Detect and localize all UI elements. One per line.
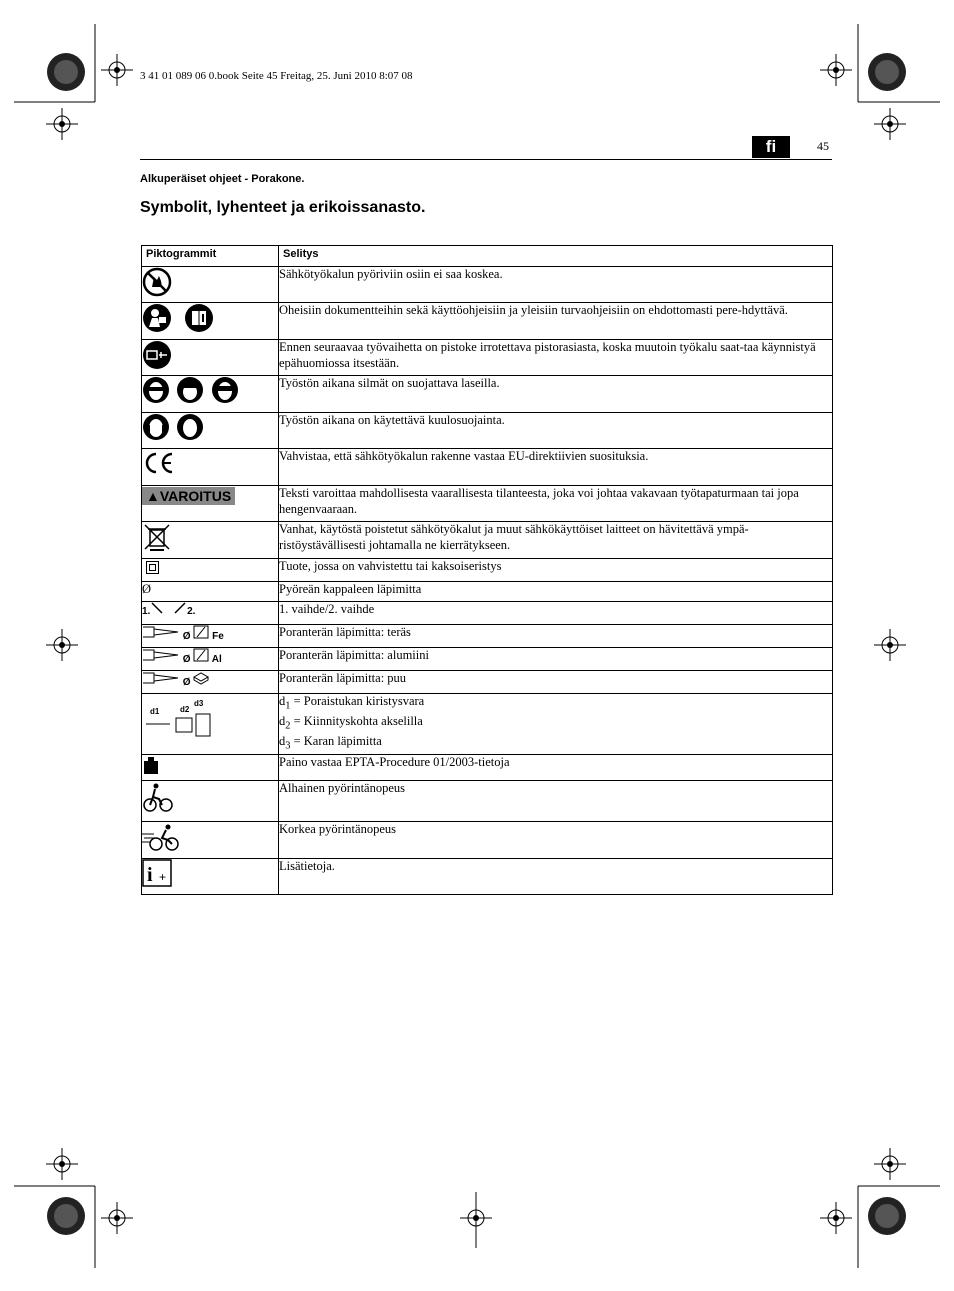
pictogram-cell xyxy=(142,859,279,895)
table-row xyxy=(142,602,833,625)
explanation-cell: Poranterän läpimitta: teräs xyxy=(279,625,833,648)
column-header-pictograms: Piktogrammit xyxy=(142,246,279,267)
goggles-icon xyxy=(211,376,239,404)
gear-1-label: 1. xyxy=(142,606,151,617)
drill-bit-icon xyxy=(142,648,180,662)
table-row xyxy=(142,859,833,895)
table-row xyxy=(142,413,833,449)
pictogram-cell xyxy=(142,648,279,671)
unplug-icon xyxy=(142,340,172,370)
column-header-explanation: Selitys xyxy=(279,246,833,267)
pictogram-cell xyxy=(142,376,279,413)
gear-2-label: 2. xyxy=(187,606,196,617)
svg-text:i: i xyxy=(147,864,153,886)
explanation-cell: 1. vaihde/2. vaihde xyxy=(279,602,833,625)
d1-definition: $d_1$ = Poraistukan kiristysvara xyxy=(279,694,425,712)
explanation-cell: Ennen seuraavaa työvaihetta on pistoke irrotettava pistorasiasta, koska muutoin työkalu saat-taa käynnistyä epähuomiossa itsestään. xyxy=(279,340,833,376)
pictogram-cell xyxy=(142,694,279,755)
double-insulation-icon xyxy=(146,561,159,574)
header-rule xyxy=(140,159,832,160)
d2-definition: $d_2$ = Kiinnityskohta akselilla xyxy=(279,714,423,732)
explanation-cell: Paino vastaa EPTA-Procedure 01/2003-tietoja xyxy=(279,755,833,781)
pictogram-cell xyxy=(142,671,279,694)
explanation-cell: Lisätietoja. xyxy=(279,859,833,895)
explanation-cell: Alhainen pyörintänopeus xyxy=(279,781,833,822)
drill-bit-icon xyxy=(142,625,180,639)
d3-definition: $d_3$ = Karan läpimitta xyxy=(279,734,382,752)
pictogram-cell xyxy=(142,625,279,648)
explanation-cell: Sähkötyökalun pyöriviin osiin ei saa koskea. xyxy=(279,267,833,303)
table-row xyxy=(142,755,833,781)
table-row xyxy=(142,625,833,648)
more-info-icon xyxy=(142,859,172,887)
table-row xyxy=(142,267,833,303)
chuck-d2-label: d2 xyxy=(180,705,190,714)
diameter-symbol: Ø xyxy=(182,631,191,642)
ear-protection-alt-icon xyxy=(176,413,204,441)
wood-material-icon xyxy=(193,671,209,685)
pictogram-cell xyxy=(142,449,279,486)
steel-label: Fe xyxy=(212,631,224,642)
crossed-bin-icon xyxy=(142,522,172,552)
gear-1-lever-icon xyxy=(150,602,164,614)
eye-protection-icon xyxy=(142,376,170,404)
page-title: Symbolit, lyhenteet ja erikoissanasto. xyxy=(140,199,426,216)
table-row xyxy=(142,671,833,694)
print-meta: 3 41 01 089 06 0.book Seite 45 Freitag, 25. Juni 2010 8:07 08 xyxy=(140,70,413,82)
pictogram-cell xyxy=(142,755,279,781)
table-row xyxy=(142,449,833,486)
explanation-cell: Korkea pyörintänopeus xyxy=(279,822,833,859)
table-row xyxy=(142,486,833,522)
pictogram-cell xyxy=(142,413,279,449)
table-row xyxy=(142,340,833,376)
no-touch-rotating-parts-icon xyxy=(142,267,172,297)
table-header-row xyxy=(142,246,833,267)
chuck-dimensions-icon xyxy=(142,694,214,738)
explanation-cell: Tuote, jossa on vahvistettu tai kaksoiseristys xyxy=(279,559,833,582)
ce-mark-icon xyxy=(142,449,176,477)
pictogram-cell xyxy=(142,486,279,522)
steel-material-icon xyxy=(193,625,209,639)
pictogram-cell xyxy=(142,781,279,822)
section-subtitle: Alkuperäiset ohjeet - Porakone. xyxy=(140,173,305,185)
ear-protection-icon xyxy=(142,413,170,441)
pictogram-cell xyxy=(142,522,279,559)
warning-label xyxy=(142,487,235,505)
helmet-protection-icon xyxy=(176,376,204,404)
pictogram-cell xyxy=(142,267,279,303)
pictogram-cell xyxy=(142,559,279,582)
pictogram-cell xyxy=(142,340,279,376)
warning-label-text: VAROITUS xyxy=(159,488,232,504)
explanation-cell: Pyöreän kappaleen läpimitta xyxy=(279,582,833,602)
warning-triangle-icon: ▲ xyxy=(146,488,160,504)
svg-text:+: + xyxy=(159,870,167,884)
explanation-cell: Poranterän läpimitta: alumiini xyxy=(279,648,833,671)
table-row xyxy=(142,781,833,822)
info-book-icon xyxy=(184,303,214,333)
language-badge: fi xyxy=(752,136,790,158)
table-row xyxy=(142,582,833,602)
explanation-cell: Vahvistaa, että sähkötyökalun rakenne vastaa EU-direktiivien suosituksia. xyxy=(279,449,833,486)
aluminium-material-icon xyxy=(193,648,209,662)
explanation-cell: Työstön aikana silmät on suojattava laseilla. xyxy=(279,376,833,413)
diameter-symbol: Ø xyxy=(182,654,191,665)
explanation-cell: Teksti varoittaa mahdollisesta vaarallisesta tilanteesta, joka voi johtaa vakavaan työtapaturmaan tai jopa hengenvaaraan. xyxy=(279,486,833,522)
gear-2-lever-icon xyxy=(173,602,187,614)
table-row xyxy=(142,694,833,755)
pictogram-cell xyxy=(142,303,279,340)
table-row xyxy=(142,648,833,671)
read-manual-icon xyxy=(142,303,172,333)
pictogram-cell xyxy=(142,602,279,625)
weight-icon xyxy=(142,755,160,775)
pictogram-cell xyxy=(142,582,279,602)
chuck-d1-label: d1 xyxy=(150,707,160,716)
page-number: 45 xyxy=(817,139,829,153)
diameter-icon: Ø xyxy=(142,582,152,596)
table-row xyxy=(142,303,833,340)
explanation-cell: Työstön aikana on käytettävä kuulosuojainta. xyxy=(279,413,833,449)
explanation-cell: Poranterän läpimitta: puu xyxy=(279,671,833,694)
explanation-cell xyxy=(279,694,833,755)
table-row xyxy=(142,376,833,413)
explanation-cell: Oheisiin dokumentteihin sekä käyttöohjeisiin ja yleisiin turvaohjeisiin on ehdottomasti pere-hdyttävä. xyxy=(279,303,833,340)
diameter-symbol: Ø xyxy=(182,677,191,688)
table-row xyxy=(142,522,833,559)
symbols-table xyxy=(141,245,833,895)
table-row xyxy=(142,822,833,859)
low-speed-bicycle-icon xyxy=(142,781,174,813)
high-speed-bicycle-icon xyxy=(142,822,182,852)
chuck-d3-label: d3 xyxy=(194,699,204,708)
explanation-cell: Vanhat, käytöstä poistetut sähkötyökalut ja muut sähkökäyttöiset laitteet on hävitettävä ympä-ristöystävällisesti johtamalla ne kierrätykseen. xyxy=(279,522,833,559)
table-row xyxy=(142,559,833,582)
drill-bit-icon xyxy=(142,671,180,685)
aluminium-label: Al xyxy=(211,654,222,665)
pictogram-cell xyxy=(142,822,279,859)
